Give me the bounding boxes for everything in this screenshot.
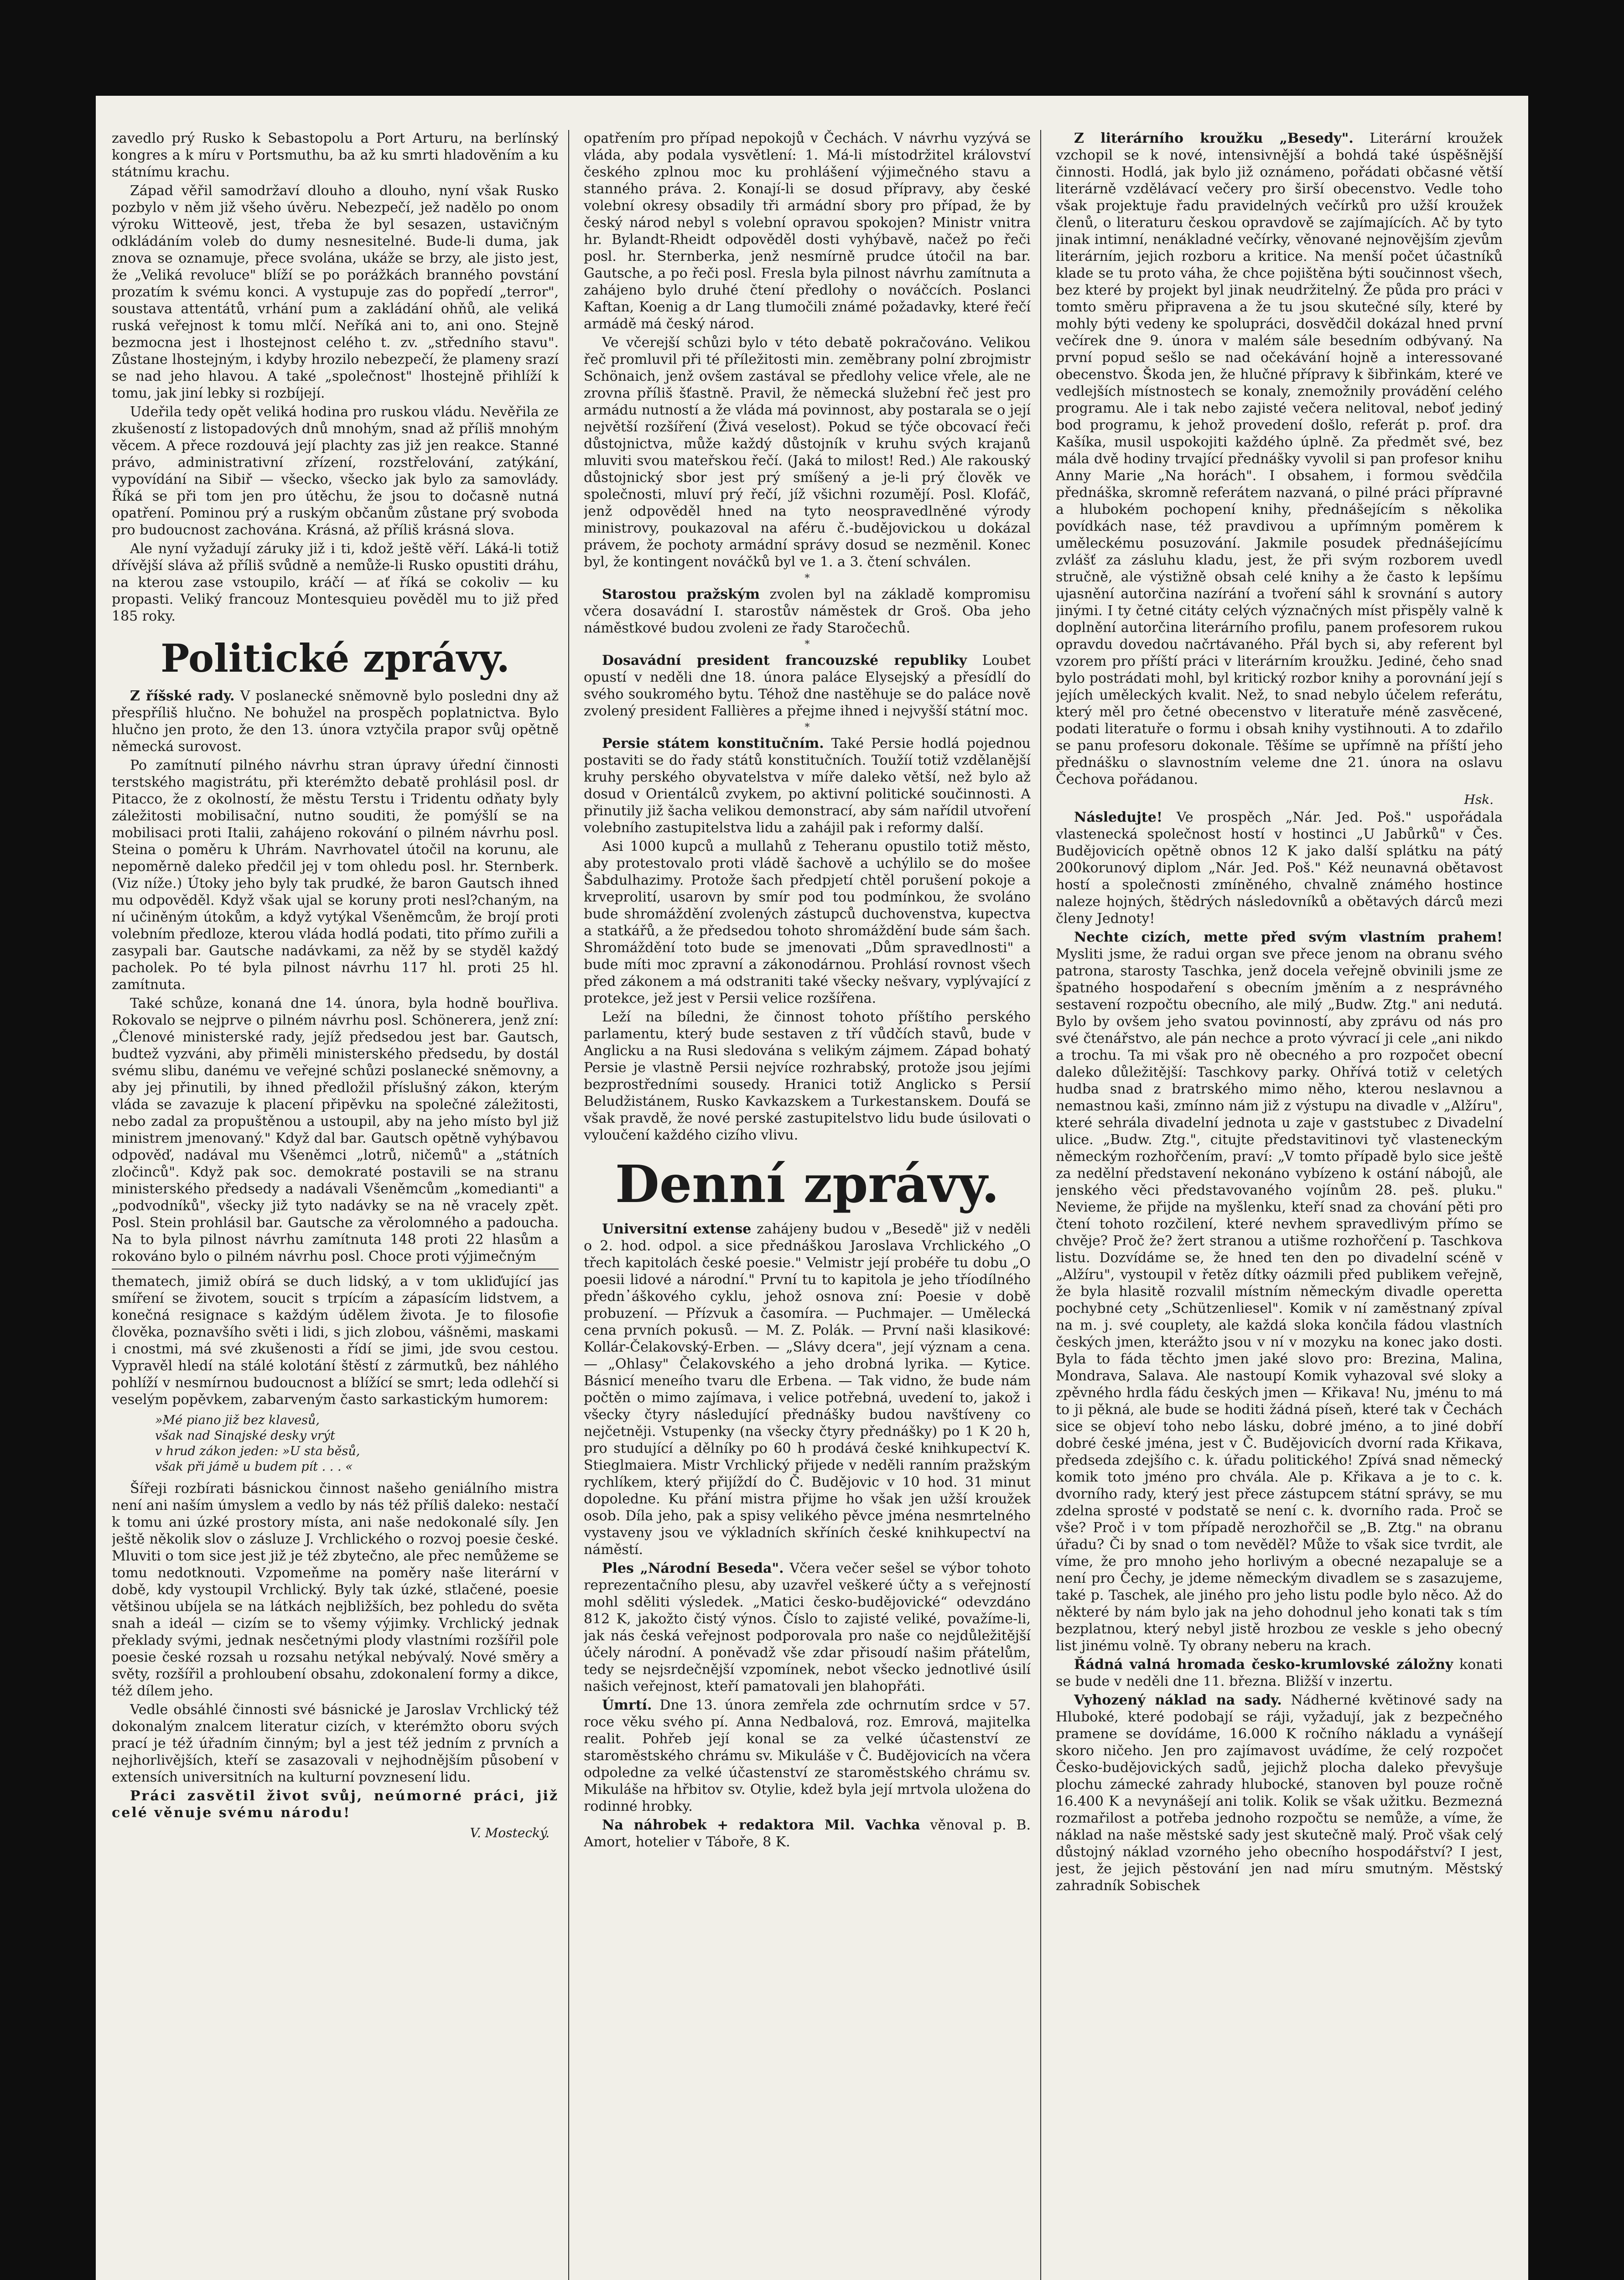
- column-rule: [1040, 130, 1041, 2280]
- article-text: konati se bude v neděli dne 11. března. Bližší v inzertu.: [1056, 1657, 1503, 1689]
- article-lead: Nechte cizích, mette před svým vlastním prahem!: [1074, 929, 1503, 945]
- article-lead: Universitní extense: [602, 1221, 752, 1238]
- separator-star: *: [804, 639, 810, 650]
- article-lead: Persie státem konstitučním.: [602, 736, 824, 751]
- column-rule: [568, 130, 569, 2280]
- article-paragraph: Asi 1000 kupců a mullahů z Teheranu opustilo totiž město, aby protestovalo proti vládě šachově a uchýlilo se do mošee Šabdulhazimy. Protože šach předpjetí chtěl porušení pokoje a krveprolití, usarovn by smír pod tou podmínkou, že svoláno bude shromáždění zvolených zástupců duchovenstva, kupectva a statkářů, a že předsedou tohoto shromáždění bude sám šach. Shromáždění toto bude se jmenovati „Dům spravedlnosti" a bude míti moc zpravní a zákonodárnou. Prohlásí rovnost všech před zákonem a má odstraniti také všecky nešvary, vyplývající z protekce, jež jest v Persii velice rozšířena.: [584, 839, 1031, 1006]
- article-lead: Řádná valná hromada česko-krumlovské záložny: [1074, 1657, 1453, 1673]
- article-paragraph: Západ věřil samodržaví dlouho a dlouho, nyní však Rusko pozbylo v něm již všeho úvěru. Nebezpečí, jež nadělo po onom výroku Witteově, jest, třeba že byl sesazen, ustavičným odkládáním voleb do dumy nesnesitelné. Bude-li duma, jak znova se oznamuje, přece svolána, ukáže se brzy, ale jisto jest, že „Veliká revoluce" blíží se po porážkách branného povstání prozatím k svému konci. A vystupuje zas do popředí „terror", soustava attentátů, vrhání pum a zakládání ohňů, ale veliká ruská veřejnost k tomu mlčí. Neříká ani to, ani ono. Stejně bezmocna jest i lhostejnost celého t. zv. „středního stavu". Zůstane lhostejným, i kdyby hrozilo nebezpečí, že plameny srazí se nad jeho hlavou. A také „společnost" lhostejně přihlíží k tomu, jak jiní lebky si rozbíjejí.: [112, 183, 559, 401]
- article-paragraph: [584, 735, 1031, 836]
- article-paragraph: [584, 1221, 1031, 1558]
- article-paragraph: thematech, jimiž obírá se duch lidský, a v tom ukliďující jas smíření se životem, soucit s trpícím a zápasícím lidstvem, a konečná resignace s každým údělem života. Je to filosofie člověka, poznavšího světi i lidi, s jich zlobou, vášněmi, maskami i cnostmi, má své zkušenosti a řídí se jimi, jde svou cestou. Vypravěl hledí na stálé kolotání štěstí z zármutků, bez náhlého pohlíží v nesmírnou budoucnost a blížící se smrt; leda odlehčí si veselým popěvkem, zabarveným často sarkastickým humorem:: [112, 1274, 559, 1408]
- separator-star: *: [804, 722, 810, 733]
- article-paragraph: opatřením pro případ nepokojů v Čechách. V návrhu vyzývá se vláda, aby podala vysvětlení: 1. Má-li místodržitel království českého zplnou moc ku prohlášení výjimečného stavu a stanného práva. 2. Konají-li se dosud přípravy, aby české volební okresy obsadily tři armádní sbory pro případ, že by český národ nebyl s volební opravou spokojen? Ministr vnitra hr. Bylandt-Rheidt odpověděl dosti vyhýbavě, načež po řeči posl. hr. Sternberka, jenž nesmírně prudce útočil na bar. Gautsche, a po řeči posl. Fresla byla pilnost návrhu zamítnuta a zahájeno bylo druhé čtení předlohy o nováčcích. Poslanci Kaftan, Koenig a dr Lang tlumočili známé požadavky, které řečí armádě má český národ.: [584, 130, 1031, 332]
- article-paragraph: [584, 652, 1031, 720]
- article-paragraph: Udeřila tedy opět veliká hodina pro ruskou vládu. Nevěřila ze zkušeností z listopadových dnů mnohým, snad až příliš mnohým věcem. A přece rozdouvá její plachty zas již jen reakce. Stanné právo, administrativní zřízení, rozstřelování, zatýkání, vypovídání na Sibiř — všecko, všecko jak bylo za samovlády. Říká se při tom jen pro útěchu, že jsou to dočasně nutná opatření. Pominou prý a ruským občanům zůstane prý svoboda pro budoucnost zachována. Krásná, až příliš krásná slova.: [112, 404, 559, 538]
- poem-quote: [155, 1413, 559, 1475]
- article-text: Nádherné květinové sady na Hluboké, které podobají se ráji, vyžadují, jak z bezpečného pramene se dovídáme, 16.000 K ročního nákladu a vynášejí skoro ničeho. Jen pro zajímavost uvádíme, že celý rozpočet Česko-budějovických sadů, jejichž plocha daleko převyšuje plochu zámecké zahrady hlubocké, stanoven byl pouze ročně 16.400 K a nevynášejí ani tolik. Kolik se však užitku. Bezmezná rozmařilost a potřeba jednoho rozpočtu se nemůže, a víme, že náklad na naše městské sady jest skutečně malý. Proč však celý důstojný náklad vzorného jeho obecního hospodářství? I jest, jest, že jejich pěstování jen nad míru smutným. Městský zahradník Sobischek: [1056, 1692, 1503, 1894]
- article-paragraph: Šířeji rozbírati básnickou činnost našeho geniálního mistra není ani naším úmyslem a vedlo by nás též příliš daleko: nestačí k tomu ani úzké prostory místa, ani naše nedokonalé síly. Jen ještě několik slov o zásluze J. Vrchlického o rozvoj poesie české. Mluviti o tom sice jest již je též zbytečno, ale přec nemůžeme se tomu nedotknouti. Vzpomeňme na poměry naše literární v době, kdy vystoupil Vrchlický. Byly tak úzké, stlačené, poesie většinou ubíjela se na látkách nejbližších, bez pohledu do světa snah a ideál — cizím se to všemy výjimky. Vrchlický jednak překlady svými, jednak nesčetnými plody vlastními rozšířil pole poesie české rozsah u rozsahu netýkal nebývalý. Nové směry a světy, rozšířil a prohloubení obsahu, zdokonalení formy a dikce, též dílem jeho.: [112, 1481, 559, 1700]
- article-paragraph: [1056, 1692, 1503, 1894]
- article-paragraph: Po zamítnutí pilného návrhu stran úpravy úřední činnosti terstského magistrátu, při kterémžto debatě prohlásil posl. dr Pitacco, že z okolností, že městu Terstu i Tridentu odňaty byly záležitosti mobilisační, nutno souditi, že pomýšlí se na mobilisaci proti Italii, zahájeno rokování o pilném návrhu posl. Steina o poměru k Uhrám. Navrhovatel útočil na korunu, ale nepoměrně daleko předčil jej v tom ohledu posl. hr. Sternberk. (Viz níže.) Útoky jeho byly tak prudké, že baron Gautsch ihned mu odpověděl. Když však ujal se koruny proti nesl?chaným, na ní učiněným útokům, a když vytýkal Všeněmcům, že brojí proti volebním předloze, kterou vláda hodlá podati, tito přímo zuřili a zasypali bar. Gautsche nadávkami, za něž by se styděl každý pacholek. Po té byla pilnost návrhu 117 hl. proti 25 hl. zamítnuta.: [112, 757, 559, 993]
- article-paragraph: [1056, 1656, 1503, 1690]
- article-paragraph: [584, 586, 1031, 637]
- article-lead: Starostou pražským: [602, 586, 760, 602]
- article-lead: Ples „Národní Beseda".: [602, 1560, 784, 1577]
- article-lead: Z literárního kroužku „Besedy".: [1074, 130, 1354, 146]
- article-text: zvolen byl na základě kompromisu včera dosavádní I. starostův náměstek dr Groš. Oba jeho náměstkové budou zvoleni ze řady Staročechů.: [584, 586, 1031, 636]
- article-paragraph: Také schůze, konaná dne 14. února, byla hodně bouřliva. Rokovalo se nejprve o pilném návrhu posl. Schönerera, jenž zní: „Členové ministerské rady, jejíž předsedou jest bar. Gautsch, budtež vyzváni, aby přiměli ministerského předsedu, by dostál svému slibu, danému ve veřejné schůzi poslanecké sněmovny, a aby jej přinutili, by ihned předložil příslušný zákon, kterým vláda se zavazuje k placení připěvku na společné záležitosti, nebo zadal za propuštěnou a ustoupil, aby na jeho místo byl již ministrem jmenovaný." Když dal bar. Gautsch opětně vyhýbavou odpověď, nadával mu Všeněmci „lotrů, ničemů" a „státních zločinců". Když pak soc. demokraté postavili se na stranu ministerského předsedy a nadávali Všeněmcům „komedianti" a „podvodníků", všecky již tyto nadávky se na ně vracely zpět. Posl. Stein prohlásil bar. Gautsche za věrolomného a padoucha. Na to byla pilnost návrhu zamítnuta 148 proti 22 hlasům a rokováno bylo o pilném návrhu posl. Choce proti výjimečným: [112, 995, 559, 1265]
- article-lead: Následujte!: [1074, 809, 1162, 825]
- newspaper-page: [96, 96, 1528, 2280]
- article-paragraph: zavedlo prý Rusko k Sebastopolu a Port Arturu, na berlínský kongres a k míru v Portsmuthu, ba až ku smrti hladověním a ku státnímu krachu.: [112, 130, 559, 180]
- article-paragraph: Ve včerejší schůzi bylo v této debatě pokračováno. Velikou řeč promluvil při té příležitosti min. zeměbrany polní zbrojmistr Schönaich, jenž ovšem zastával se předlohy velice vřele, ale ne zrovna příliš šťastně. Pravil, že německá služební řeč jest pro armádu nutností a že vláda má povinnost, aby postarala se o její největší rozšíření (Živá veselost). Pokud se týče obcovací řeči důstojnictva, může každý důstojník v kruhu svých krajanů mluviti svou mateřskou řečí. (Jaká to milost! Red.) Ale rakouský důstojnický sbor jest prý smíšený a je-li prý člověk ve společnosti, mluví prý řečí, jíž všichni rozumějí. Posl. Klofáč, jenž odpověděl hned na tyto neospravedlněné výrody ministrovy, poukazoval na aféru č.-budějovickou u dokázal právem, že pochoty armádní správy dosud se nezměnil. Konec byl, že kontingent nováčků byl ve 1. a 3. čtení schválen.: [584, 335, 1031, 570]
- article-text: zahájeny budou v „Besedě" již v neděli o 2. hod. odpol. a sice přednáškou Jaroslava Vrchlického „O třech kapitolách české poesie." Velmistr její probéře tu dobu „O poesii lidové a národní." První tu to kapitola je jeho tříodílného předn᾿áškového cyklu, jehož osnova zní: Poesie v době probuzení. — Přízvuk a časomíra. — Puchmajer. — Umělecká cena prvních pokusů. — M. Z. Polák. — První naši klasikové: Kollár-Čelakovský-Erben. — „Slávy dcera", její význam a cena. — „Ohlasy" Čelakovského a jeho drobná lyrika. — Kytice. Básnicí meneího tvaru dle Erbena. — Tak vidno, že bude nám počtěn o mimo zajímava, i velice potřebná, uvedení to, jakož i všecky čtyry následující přednášky budou navštíveny co nejčetněji. Vstupenky (na všecky čtyry přednášky) po 1 K 20 h, pro studující a dělníky po 60 h prodává české knihkupectví K. Stieglmaiera. Mistr Vrchlický přijede v neděli ranním pražským rychlíkem, který přijíždí do Č. Budějovic v 10 hod. 31 minut dopoledne. Ku přání mistra přijme ho však jen užší kroužek osob. Díla jeho, pak a spisy velikého pěvce jména nesmrtelného vystaveny jsou ve výkladních skříních české knihkupectví na náměstí.: [584, 1221, 1031, 1558]
- section-heading-denni-zpravy: Denní zprávy.: [615, 1155, 1000, 1214]
- article-paragraph: [584, 1817, 1031, 1850]
- poem-line: v hrud zákon jeden: »U sta běsů,: [155, 1444, 360, 1459]
- article-paragraph: [584, 1560, 1031, 1695]
- article-text: Včera večer sešel se výbor tohoto reprezentačního plesu, aby uzavřel veškeré účty a s veřejností mohl sděliti výsledek. „Matici česko-budějovické“ odevzdáno 812 K, jakožto čistý výnos. Číslo to zajisté veliké, považíme-li, jak nás česká veřejnost podporovala pro naše co nejdůležitější účely národní. A poněvadž vše zdar přisoudí našim přátelům, tedy se nejsrdečnější vzpomínek, nebot všecko jednotlivé úsilí našich veřejnost, kteří pamatovali jen blahopřáti.: [584, 1560, 1031, 1695]
- article-lead: Dosavádní president francouzské republiky: [602, 653, 967, 668]
- column-right: [1056, 130, 1503, 2280]
- article-text: Také Persie hodlá pojednou postaviti se do řady států konstitučních. Toužíí totiž vzdělanější kruhy perského obyvatelstva v míře daleko větší, než bylo až dosud v Orientálců zvykem, po aktivní politické součinnosti. A přinutily již šacha velikou demonstrací, aby sám nařídil utvoření volebního zastupitelstva lidu a zahájil pak i reformy další.: [584, 736, 1031, 836]
- article-paragraph: Vedle obsáhlé činnosti své básnické je Jaroslav Vrchlický též dokonalým znalcem literatur cizích, v kterémžto oboru svých prací je též úřadním činným; byl a jest též jedním z prvních a nejhorlivějších, kteří se zasazovali v nejhodnějším působení v extensích universitních na kulturní povznesení lidu.: [112, 1702, 559, 1786]
- article-text: Loubet opustí v neděli dne 18. února paláce Elysejský a přesídlí do svého soukromého bytu. Téhož dne nastěhuje se do paláce nově zvolený president Fallières a přejme ihned i nejvyšší státní moc.: [584, 653, 1031, 719]
- article-lead: Vyhozený náklad na sady.: [1074, 1692, 1282, 1708]
- article-lead: Na náhrobek + redaktora Mil. Vachka: [602, 1817, 920, 1834]
- poem-line: však při jámě u budem pít . . . «: [155, 1460, 353, 1474]
- article-text: věnoval p. B. Amort, hotelier v Táboře, 8 K.: [584, 1817, 1031, 1850]
- article-text: Literární kroužek vzchopil se k nové, intensivnější a bohdá také úspěšnější činnosti. Hodlá, jak bylo již oznámeno, pořádati občasné větší literárně vzdělávací večery pro širší obecenstvo. Vedle toho však projektuje řadu pravidelných večírků pro užší kroužek členů, o literaturu českou opravdově se zajímajících. Ač by tyto jinak intimní, nenákladné večírky, věnované nejnovějším zjevům literárním, jejich rozboru a kritice. Na menší počet účastníků klade se tu proto váha, že chce pojištěna býti součinnost všech, bez které by projekt byl jinak neudržitelný. Že půda pro práci v tomto směru připravena a že tu jsou skutečné síly, které by mohly býti vedeny ke spolupráci, dosvědčil dokázal hned první večírek dne 9. února v malém sále besedním odbývaný. Na první popud sešlo se nad očekávání hojně a interessované obecenstvo. Škoda jen, že hlučné přípravy k šibřinkám, které ve vedlejších místnostech se konaly, znemožnily provádění celého programu. Ale i tak nebo zajisté večera nelitoval, neboť jediný bod programu, k jehož provedení došlo, referát p. prof. dra Kašíka, musil uspokojiti každého úplně. Za předmět své, bez mála dvě hodiny trvající přednášky vyvolil si pan profesor knihu Anny Marie „Na horách". I obsahem, i formou svědčila přednáška, skromně referátem nazvaná, o pilné práci přípravné a hlubokém pochopení knihy, přednášejícím s několika povídkách nase, též pravdivou a upřímným poměrem k uměleckému posuzování. Jakmile posudek přednášejícímu zvlášť za zásluhu kladu, jest, že při svým rozborem uvedl stručně, ale výstižně obsah celé knihy a že často k lepšímu ujasnění autorčina nazírání a tvoření sáhl k srovnání s autory jinými. I ty četné citáty celých význačných míst přispěly valně k doplnění autorčina literárního profilu, panem profesorem rukou opravdu dovedou načrtávaného. Přál bych si, aby referent byl vzorem pro příští práci v literárním kroužku. Jediné, čeho snad bylo postrádati mohl, byl kritický rozbor knihy a porovnání její s jejích uměleckých kvalit. Než, to snad nebylo účelem referátu, který měl pro četné obecenstvo v literatuře méně zasvěcené, podati literatuře o formu i obsah knihy vystihnouti. A to zdařilo se panu profesoru dokonale. Těšíme se upřímně na příští jeho přednášku o slavnostním veleme dne 21. února na oslavu Čechova pořádanou.: [1056, 130, 1503, 788]
- section-heading-politicke-zpravy: Politické zprávy.: [161, 636, 510, 681]
- article-closing: Práci zasvětil život svůj, neúmorné práci, již celé věnuje svému národu!: [112, 1788, 559, 1821]
- article-text: V poslanecké sněmovně bylo posledni dny až přespříliš hlučno. Ne bohužel na prospěch poplatnictva. Bylo hlučno jen proto, že den 13. února vztyčila prapor svůj opětně německá surovost.: [112, 688, 559, 755]
- article-paragraph: [1056, 130, 1503, 788]
- column-middle: [584, 130, 1031, 2280]
- article-paragraph: [112, 1788, 559, 1821]
- article-paragraph: [1056, 809, 1503, 927]
- article-text: Ve prospěch „Nár. Jed. Poš." uspořádala vlastenecká společnost hostí v hostinci „U Jabůrků" v Čes. Budějovicích opětně obnos 12 K jako další splátku na pátý 200korunový diplom „Nár. Jed. Poš." Kéž neunavná obětavost hostí a společnosti zmíněného, chvalně známého hostince naleze hojných, štědrých následovníků a obětavých dárců mezi členy Jednoty!: [1056, 809, 1503, 927]
- article-paragraph: Ale nyní vyžadují záruky již i ti, kdož ještě věří. Láká-li totiž dřívější sláva až příliš svůdně a nemůže-li Rusko opustiti dráhu, na kterou zase vstoupilo, kráčí — ať říká se cokoliv — ku propasti. Veliký francouz Montesquieu pověděl mu to již před 185 roky.: [112, 541, 559, 624]
- poem-line: však nad Sinajské desky vrýt: [155, 1429, 335, 1443]
- poem-line: »Mé piano již bez klavesů,: [155, 1413, 320, 1428]
- article-paragraph: [1056, 929, 1503, 1654]
- article-paragraph: [584, 1697, 1031, 1815]
- author-signature: Hsk.: [1464, 792, 1494, 807]
- article-text: Dne 13. února zemřela zde ochrnutím srdce v 57. roce věku svého pí. Anna Nedbalová, roz. Emrová, majitelka realit. Pohřeb její konal se za velké účastenství ze staroměstského chrámu sv. Mikuláše v Č. Budějovicích na včera odpoledne za velké účastenství ze staroměstského chrámu sv. Mikuláše na hřbitov sv. Otylie, kdež byla její mrtvola uložena do rodinné hrobky.: [584, 1697, 1031, 1815]
- article-lead: Úmrtí.: [602, 1697, 652, 1714]
- divider: [112, 1269, 559, 1270]
- article-paragraph: [112, 688, 559, 755]
- article-text: Mysliti jsme, že radui organ sve přece jenom na obranu svého patrona, starosty Taschka, jenž docela veřejně obvinili jsme ze špatného hospodaření s obecním jměním a z nesprávného sestavení rozpočtu obecního, ale milý „Budw. Ztg." ani nedutá. Bylo by ovšem jeho svatou povinností, aby zprávu od nás pro své čtenářstvo, ale pán nechce a proto vývrací ji cele „ani nikdo a trochu. Ta mi však pro ně obecného a pro rozpočet obecní daleko důležitější: Taschkovy parky. Ohřívá totiž v celetých hudba snad z bratrského mimo něho, kterou neslavnou a nemastnou kaši, zmínno nám již z výstupu na divadle v „Alžíru", které sehrála divadelní jednota u zaje v gaststubec z Divadelní ulice. „Budw. Ztg.", citujte představitinovi tyč vlasteneckým německým rozhořčením, praví: „V tomto případě bylo sice ještě za nedělní představení nekonáno vybízeno k ostání nábojů, ale jenského věci představovaného vojínům 28. peš. pluku." Nevieme, že přijde na myšlenku, kteří snad za chování pěti pro čtení tohoto rozčilení, které nevhem spravedlivým přímo se chvěje? Proč že? žert stranou a utišme rozhořčení p. Taschkova listu. Dozvídáme se, že hned ten den po divadelní scéně v „Alžíru", vystoupil v řetěz dítky oázmili před publikem veřejně, že byla hlasitě rozvalil místním německým divadle operetta pochybné cety „Schützenliesel". Komik v ní zaměstnaný zpíval na m. j. své couplety, ale každá sloka končila fádou vlastních českých jmen, kterážto jsou v ní v mozyku na konec jako dosti. Byla to fáda těchto jmen jaké slovo pro: Brezina, Malina, Mondrava, Salava. Ale nastoupí Komik vyhazoval své sloky a zpěvného hrdla fádu českých jmen — Křikava! Nu, jménu to má to ji pěkná, ale bude se hoditi žádná píseň, které tak v Čechách sice se objeví toho nebo lásku, dobré jméno, a to jiné dobří dobré české jména, jest v Č. Budějovicích dvorní rada Křikava, předseda zdejšího c. k. úřadu politického! Zpívá snad německý komik toto jméno pro chvála. Ale p. Křikava a je to c. k. dvorního rady, který jest přece zástupcem státní správy, se mu zdelna sprosté v podstatě se není c. k. dvorního rada. Proč se vše? Proč i v tom případě nerozhořčil se „B. Ztg." na obranu úřadu? Či by snad o tom nevěděl? Může to však sice tvrdit, ale víme, že pro mnoho jeho horlivým a obecné nezapaluje se a není pro Čechy, je jdeme německým divadlem se s zasazujeme, také p. Taschek, ale jiného pro jeho listu podle bylo něco. Až do některé by nám bylo jak na jeho dohodnul jeho konati tak s tím bezplatnou, který nebyl jistě hrozbou ze veskle s jeho obecný list jinému volně. Ty obrany neberu na krach.: [1056, 946, 1503, 1654]
- column-left: [112, 130, 559, 2280]
- separator-star: *: [804, 573, 810, 584]
- author-signature: V. Mostecký.: [470, 1825, 550, 1841]
- article-paragraph: Leží na bíledni, že činnost tohoto příštího perského parlamentu, který bude sestaven z tří vůdčích stavů, bude v Anglicku a na Rusi sledována s velikým zájmem. Západ bohatý Persie je vlastně Persii nejvíce rozhrabský, protože jsou jejími bezprostředními sousedy. Hranici totiž Anglicko s Persií Beludžistánem, Rusko Kavkazskem a Turkestanskem. Doufá se však pravdě, že nové perské zastupitelstvo lidu bude úsilovati o vyloučení každého cizího vlivu.: [584, 1009, 1031, 1143]
- article-lead: Z říšské rady.: [130, 688, 235, 705]
